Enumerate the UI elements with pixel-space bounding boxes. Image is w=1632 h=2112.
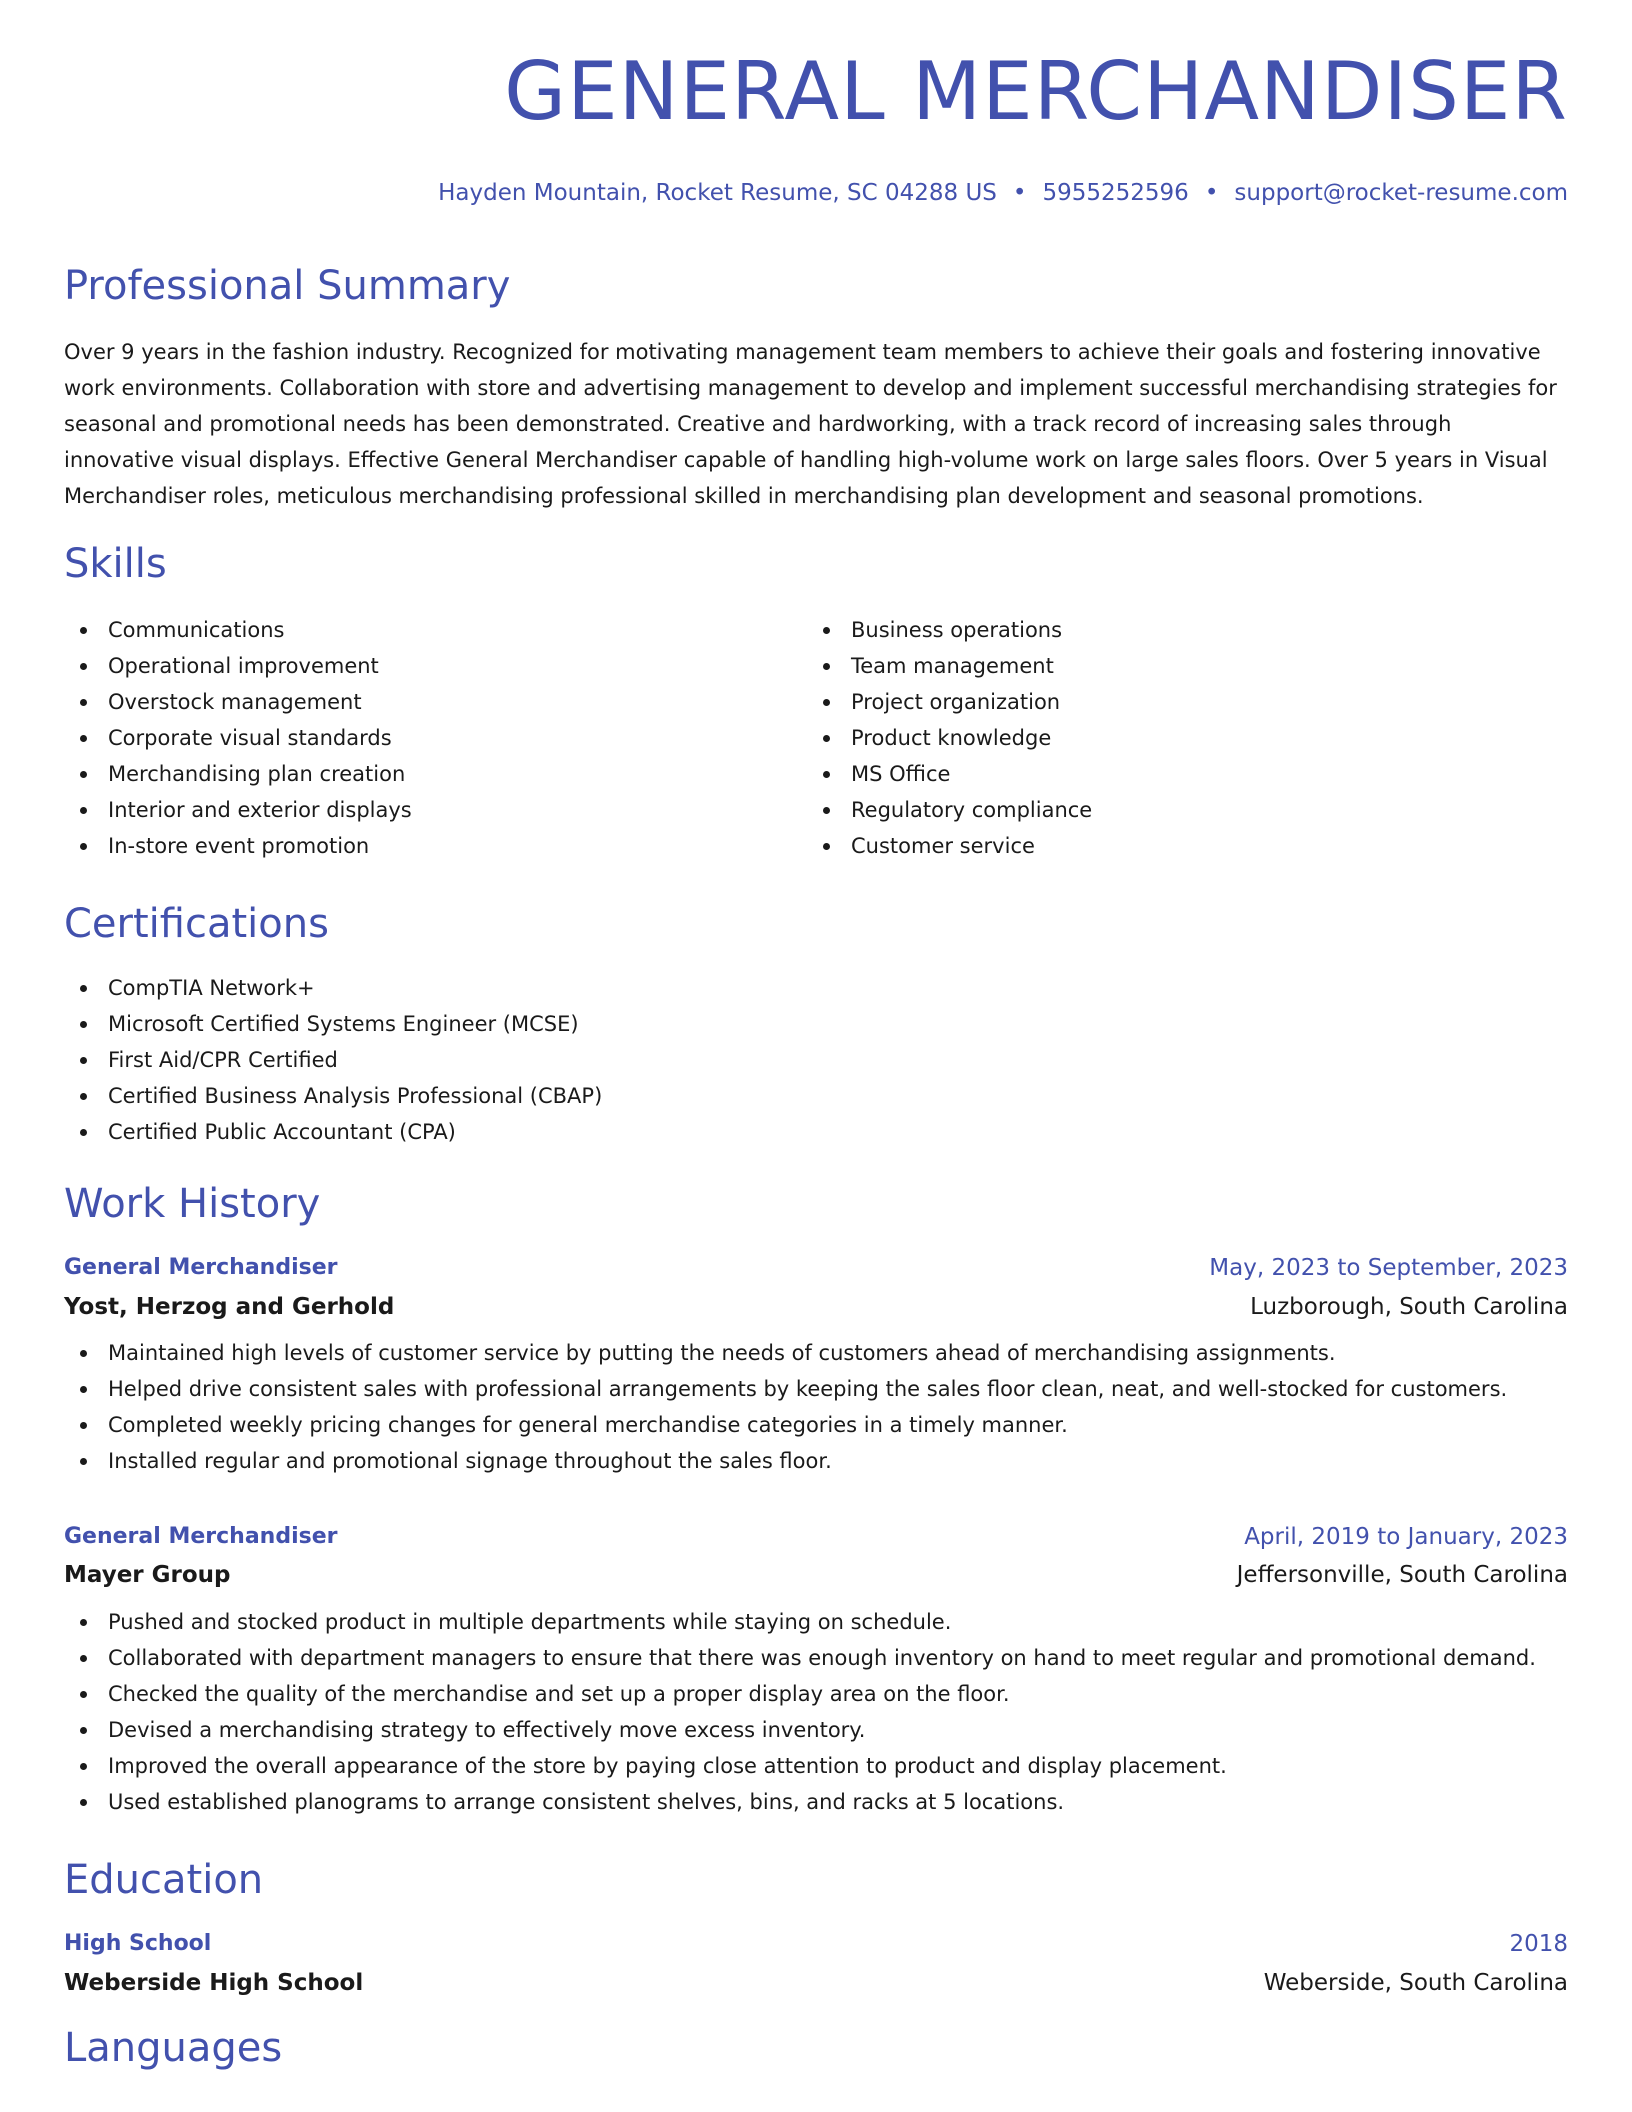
contact-line [438,182,1568,205]
list-item: Devised a merchandising strategy to effectively move excess inventory. [64,1712,1536,1748]
work-history-title: Work History [64,1181,321,1227]
list-item: In-store event promotion [64,828,412,864]
list-item: Helped drive consistent sales with professional arrangements by keeping the sales floor clean, neat, and well-stocked for customers. [64,1371,1507,1407]
job-header [64,1522,1568,1552]
summary-title: Professional Summary [64,263,511,309]
languages-title: Languages [64,2025,283,2071]
list-item: Used established planograms to arrange consistent shelves, bins, and racks at 5 locations. [64,1784,1536,1820]
list-item: Regulatory compliance [807,792,1092,828]
summary-text: Over 9 years in the fashion industry. Recognized for motivating management team members to achieve their goals and fostering innovative work environments. Collaboration with store and advertising management to develop and implement successful merchandising strategies for seasonal and promotional needs has been demonstrated. Creative and hardworking, with a track record of increasing sales through innovative visual displays. Effective General Merchandiser capable of handling high-volume work on large sales floors. Over 5 years in Visual Merchandiser roles, meticulous merchandising professional skilled in merchandising plan development and seasonal promotions. [64,340,1557,508]
list-item: Completed weekly pricing changes for general merchandise categories in a timely manner. [64,1407,1507,1443]
certifications-list [64,970,602,1150]
resume-name: GENERAL MERCHANDISER [504,45,1568,138]
contact-separator: • [1204,180,1219,206]
job-company-row [64,1292,1568,1322]
list-item: First Aid/CPR Certified [64,1042,602,1078]
list-item: Microsoft Certified Systems Engineer (MCSE) [64,1006,602,1042]
list-item: Business operations [807,612,1092,648]
list-item: Team management [807,648,1092,684]
job-bullets [64,1604,1536,1820]
education-year: 2018 [1509,1931,1568,1957]
list-item: Certified Public Accountant (CPA) [64,1114,602,1150]
list-item: Interior and exterior displays [64,792,412,828]
education-header [64,1929,1568,1959]
list-item: Collaborated with department managers to ensure that there was enough inventory on hand to meet regular and promotional demand. [64,1640,1536,1676]
contact-email: support@rocket-resume.com [1234,180,1568,206]
job-header [64,1253,1568,1283]
list-item: Operational improvement [64,648,412,684]
education-location: Weberside, South Carolina [1263,1970,1568,1996]
job-company-row [64,1560,1568,1590]
job-dates: May, 2023 to September, 2023 [1209,1255,1568,1281]
list-item: Certified Business Analysis Professional (CBAP) [64,1078,602,1114]
education-school-row [64,1968,1568,1998]
skills-list-right [807,612,1092,864]
list-item: Merchandising plan creation [64,756,412,792]
skills-title: Skills [64,541,167,587]
job-location: Jeffersonville, South Carolina [1236,1562,1568,1588]
list-item: MS Office [807,756,1092,792]
education-degree: High School [64,1931,212,1956]
job-company: Mayer Group [64,1562,231,1588]
list-item: Maintained high levels of customer service by putting the needs of customers ahead of merchandising assignments. [64,1335,1507,1371]
list-item: Checked the quality of the merchandise and set up a proper display area on the floor. [64,1676,1536,1712]
list-item: Customer service [807,828,1092,864]
skills-list-left [64,612,412,864]
list-item: Improved the overall appearance of the store by paying close attention to product and display placement. [64,1748,1536,1784]
education-school: Weberside High School [64,1970,364,1996]
list-item: Pushed and stocked product in multiple departments while staying on schedule. [64,1604,1536,1640]
list-item: CompTIA Network+ [64,970,602,1006]
list-item: Communications [64,612,412,648]
certifications-title: Certifications [64,901,329,947]
list-item: Product knowledge [807,720,1092,756]
job-title: General Merchandiser [64,1524,338,1549]
job-dates: April, 2019 to January, 2023 [1244,1524,1568,1550]
job-company: Yost, Herzog and Gerhold [64,1294,395,1320]
contact-phone: 5955252596 [1042,180,1189,206]
list-item: Installed regular and promotional signage throughout the sales floor. [64,1443,1507,1479]
list-item: Overstock management [64,684,412,720]
contact-address: Hayden Mountain, Rocket Resume, SC 04288 US [438,180,997,206]
job-title: General Merchandiser [64,1255,338,1280]
education-title: Education [64,1857,264,1903]
job-location: Luzborough, South Carolina [1250,1294,1568,1320]
contact-separator: • [1012,180,1027,206]
list-item: Corporate visual standards [64,720,412,756]
list-item: Project organization [807,684,1092,720]
job-bullets [64,1335,1507,1479]
